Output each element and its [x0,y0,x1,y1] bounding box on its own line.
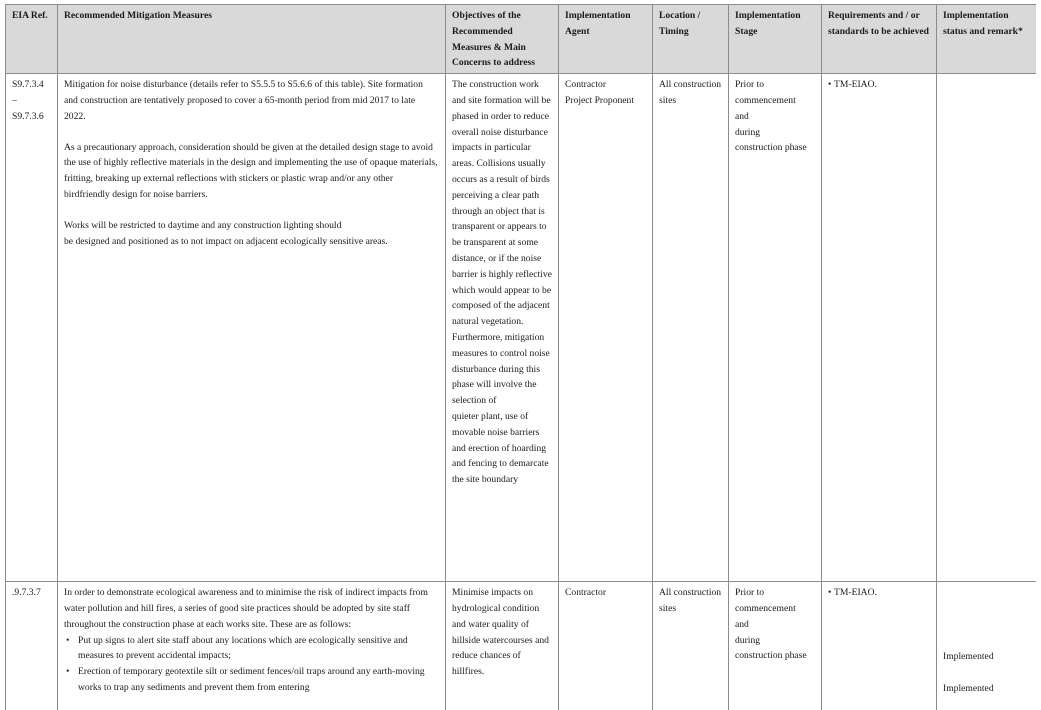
implementation-stage-cell [729,74,822,582]
requirements-cell [822,582,937,710]
stage-line: and [735,618,749,630]
header-status-remark: Implementation status and remark* [937,5,1037,74]
table-row [6,74,1037,582]
bullet-icon: • [66,634,70,646]
requirement-item [828,77,930,93]
location-timing-cell: All construction sites [653,74,729,582]
list-item-text: Erection of temporary geotextile silt or sediment fences/oil traps around any earth-moving works to trap any sediments and prevent them from entering [78,666,425,693]
requirements-list [828,77,930,93]
status-implemented: Implemented [943,651,994,663]
document-page [5,4,1036,710]
stage-line: and [735,110,749,122]
header-location-timing: Location / Timing [653,5,729,74]
mitigation-measures-table [5,4,1036,710]
table-row [6,582,1037,710]
good-practice-list [64,633,439,696]
stage-line: during [735,126,761,138]
measure-intro: In order to demonstrate ecological awareness and to minimise the risk of indirect impacts from water pollution and hill fires, a series of good site practices should be adopted by site staff throughout the construction phase at each works site. These are as follows: [64,587,428,630]
measure-paragraph: As a precautionary approach, consideration should be given at the detailed design stage to avoid the use of highly reflective materials in the design and implementing the use of opaque materials, fritting, breaking up external reflections with stickers or plastic wrap and/or any other birdfriendly design for noise barriers. [64,141,438,200]
measure-paragraph: Mitigation for noise disturbance (details refer to S5.5.5 to S5.6.6 of this table). Site formation and construction are tentatively proposed to cover a 65-month period from mid 2017 to late 2022. [64,79,423,122]
objectives-text: quieter plant, use of movable noise barriers and erection of hoarding and fencing to demarcate the site boundary [452,410,549,486]
stage-line: construction phase [735,142,807,154]
list-item [64,633,439,665]
requirement-text: TM-EIAO. [834,587,877,599]
stage-line: during [735,634,761,646]
objectives-cell: Minimise impacts on hydrological condition and water quality of hillside watercourses and reduce chances of hillfires. [446,582,559,710]
header-implementation-agent: Implementation Agent [559,5,653,74]
list-item-text: Put up signs to alert site staff about any locations which are ecologically sensitive and measures to prevent accidental impacts; [78,634,408,662]
mitigation-measures-cell [58,74,446,582]
requirements-cell [822,74,937,582]
stage-line: Prior to commencement [735,79,796,106]
status-remark-cell [937,582,1037,710]
agent-name: Contractor [565,79,607,91]
table-header-row [6,5,1037,74]
status-implemented: Implemented [943,682,994,694]
bullet-icon: • [828,587,832,599]
header-eia-ref: EIA Ref. [6,5,58,74]
bullet-icon: • [66,666,70,678]
requirement-text: TM-EIAO. [834,79,877,91]
mitigation-measures-cell [58,582,446,710]
list-item [64,664,439,696]
eia-ref-cell [6,74,58,582]
objectives-cell [446,74,559,582]
requirement-item [828,585,930,601]
measure-paragraph [64,218,439,250]
header-mitigation-measures: Recommended Mitigation Measures [58,5,446,74]
stage-line: construction phase [735,650,807,662]
header-objectives: Objectives of the Recommended Measures & Main Concerns to address [446,5,559,74]
objectives-text: The construction work and site formation will be phased in order to reduce overall noise disturbance impacts in particular areas. Collisions usually occurs as a result of birds perceiving a clear path through an object that is transparent or appears to be transparent at some distance, or if the noise barrier is highly reflective which would appear to be composed of the adjacent natural vegetation. [452,79,552,328]
header-implementation-stage: Implementation Stage [729,5,822,74]
implementation-agent-cell: Contractor [559,582,653,710]
measure-line: be designed and positioned as to not impact on adjacent ecologically sensitive areas. [64,235,388,247]
header-requirements: Requirements and / or standards to be achieved [822,5,937,74]
bullet-icon: • [828,79,832,91]
objectives-text: Furthermore, mitigation measures to control noise disturbance during this phase will involve the selection of [452,331,550,407]
eia-ref-dash: – [12,94,17,106]
implementation-stage-cell [729,582,822,710]
status-spacer [943,585,1030,649]
agent-name: Project Proponent [565,94,635,106]
status-remark-cell [937,74,1037,582]
eia-ref-end: S9.7.3.6 [12,110,44,122]
location-timing-cell: All construction sites [653,582,729,710]
eia-ref-start: S9.7.3.4 [12,79,44,91]
measure-line: Works will be restricted to daytime and any construction lighting should [64,219,342,231]
eia-ref-cell: .9.7.3.7 [6,582,58,710]
requirements-list [828,585,930,601]
stage-line: Prior to commencement [735,587,796,614]
implementation-agent-cell [559,74,653,582]
